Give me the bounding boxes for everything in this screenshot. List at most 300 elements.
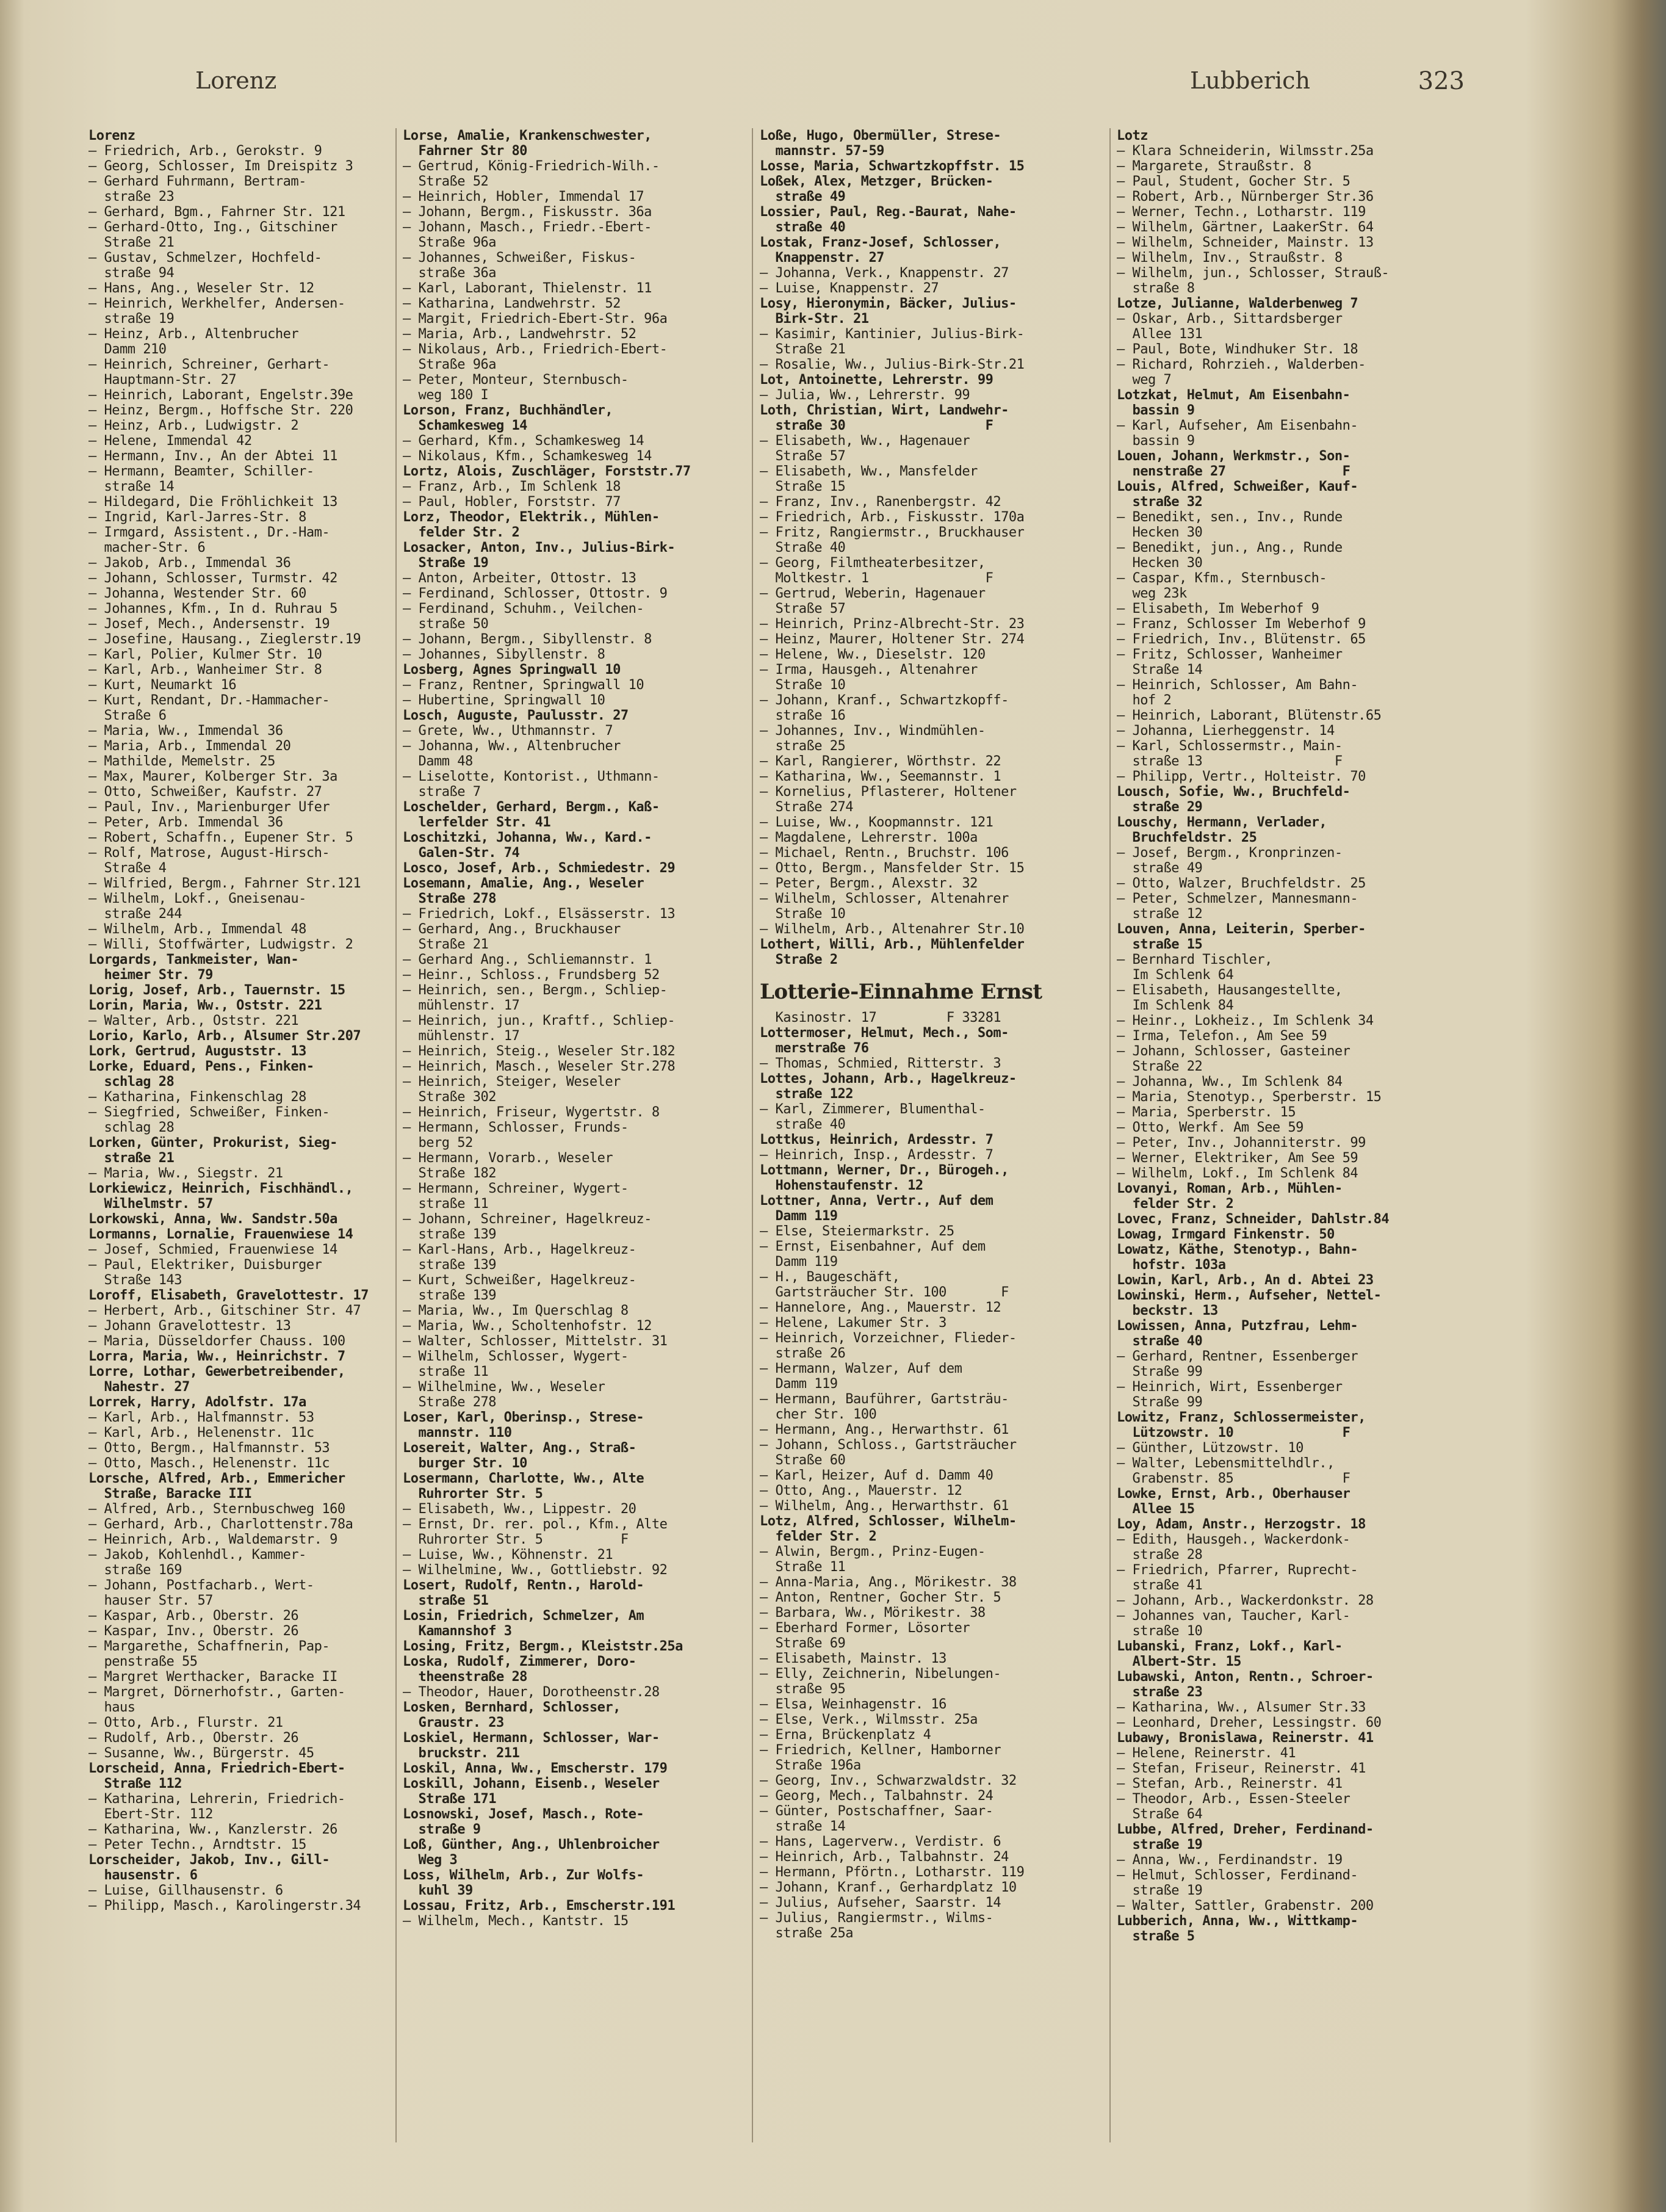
directory-entry: — Paul, Inv., Marienburger Ufer [88, 800, 330, 815]
directory-entry: — Barbara, Ww., Mörikestr. 38 [760, 1605, 986, 1621]
directory-entry: Lorson, Franz, Buchhändler, Schamkesweg 14 [403, 403, 613, 433]
directory-entry: — Peter, Schmelzer, Mannesmann- straße 12 [1117, 891, 1358, 922]
directory-entry: — Anton, Arbeiter, Ottostr. 13 [403, 571, 636, 586]
directory-entry: Lowag, Irmgard Finkenstr. 50 [1117, 1227, 1335, 1242]
directory-entry: — Johanna, Westender Str. 60 [88, 586, 306, 601]
directory-entry: — Johannes van, Taucher, Karl- straße 10 [1117, 1608, 1350, 1639]
directory-entry: — Johanna, Verk., Knappenstr. 27 [760, 266, 1009, 281]
directory-entry: Lottes, Johann, Arb., Hagelkreuz- straße 122 [760, 1071, 1017, 1102]
directory-entry: Lousch, Sofie, Ww., Bruchfeld- straße 29 [1117, 784, 1350, 815]
directory-entry: — Philipp, Masch., Karolingerstr.34 [88, 1898, 361, 1914]
directory-entry: — Peter, Inv., Johanniterstr. 99 [1117, 1135, 1366, 1151]
directory-entry: — Irmgard, Assistent., Dr.-Ham- macher-Str. 6 [88, 525, 330, 555]
directory-entry: Loßek, Alex, Metzger, Brücken- straße 49 [760, 174, 993, 204]
directory-entry: — Paul, Hobler, Forststr. 77 [403, 494, 621, 510]
header-first-name: Lorenz [195, 67, 277, 94]
directory-entry: — Nikolaus, Kfm., Schamkesweg 14 [403, 449, 652, 464]
directory-entry: — Elisabeth, Mainstr. 13 [760, 1651, 947, 1666]
directory-entry: — Heinrich, Laborant, Blütenstr.65 [1117, 708, 1382, 723]
directory-entry: — Wilhelm, Schneider, Mainstr. 13 [1117, 235, 1374, 250]
directory-entry: — Benedikt, jun., Ang., Runde Hecken 30 [1117, 540, 1343, 571]
directory-entry: Lossau, Fritz, Arb., Emscherstr.191 [403, 1898, 676, 1914]
directory-entry: Lorenz [88, 128, 135, 143]
directory-entry: — Margit, Friedrich-Ebert-Str. 96a [403, 311, 668, 327]
directory-entry: — Hannelore, Ang., Mauerstr. 12 [760, 1300, 1001, 1315]
directory-entry: Lowinski, Herm., Aufseher, Nettel- beckstr. 13 [1117, 1288, 1382, 1318]
directory-entry: — Heinz, Arb., Ludwigstr. 2 [88, 418, 299, 433]
directory-entry: — Josef, Bergm., Kronprinzen- straße 49 [1117, 845, 1343, 876]
directory-entry: — Johann, Schlosser, Turmstr. 42 [88, 571, 337, 586]
directory-entry: Lowke, Ernst, Arb., Oberhauser Allee 15 [1117, 1486, 1350, 1517]
directory-entry: — Ferdinand, Schlosser, Ottostr. 9 [403, 586, 668, 601]
directory-entry: — Johannes, Schweißer, Fiskus- straße 36a [403, 250, 636, 281]
directory-entry: — Heinr., Schloss., Frundsberg 52 [403, 967, 660, 983]
directory-entry: — Gerhard, Kfm., Schamkesweg 14 [403, 433, 644, 449]
directory-entry: Lorscheider, Jakob, Inv., Gill- hausenstr. 6 [88, 1852, 330, 1883]
directory-entry: — Heinrich, Schlosser, Am Bahn- hof 2 [1117, 678, 1358, 708]
directory-entry: — Katharina, Ww., Kanzlerstr. 26 [88, 1822, 337, 1837]
directory-entry: Lovanyi, Roman, Arb., Mühlen- felder Str. 2 [1117, 1181, 1343, 1212]
directory-entry: — Jakob, Arb., Immendal 36 [88, 555, 291, 571]
directory-entry: Lubanski, Franz, Lokf., Karl- Albert-Str. 15 [1117, 1639, 1343, 1669]
directory-entry: — Josef, Schmied, Frauenwiese 14 [88, 1242, 337, 1257]
directory-entry: — Friedrich, Kellner, Hamborner Straße 196a [760, 1743, 1001, 1773]
directory-entry: — Johann, Kranf., Schwartzkopff- straße 16 [760, 693, 1009, 723]
directory-entry: — Else, Verk., Wilmsstr. 25a [760, 1712, 978, 1727]
directory-entry: — Karl-Hans, Arb., Hagelkreuz- straße 139 [403, 1242, 636, 1273]
directory-entry: — Bernhard Tischler, Im Schlenk 64 [1117, 952, 1272, 983]
directory-entry: Lowatz, Käthe, Stenotyp., Bahn- hofstr. 103a [1117, 1242, 1358, 1273]
directory-entry: Lorkiewicz, Heinrich, Fischhändl., Wilhelmstr. 57 [88, 1181, 353, 1212]
directory-entry: — Karl, Schlossermstr., Main- straße 13 F [1117, 739, 1343, 769]
directory-entry: — Kurt, Schweißer, Hagelkreuz- straße 139 [403, 1273, 636, 1303]
directory-entry: — Katharina, Finkenschlag 28 [88, 1090, 306, 1105]
directory-entry: — Siegfried, Schweißer, Finken- schlag 28 [88, 1105, 330, 1135]
directory-entry: — Heinrich, Hobler, Immendal 17 [403, 189, 644, 204]
directory-entry: — Wilhelmine, Ww., Weseler Straße 278 [403, 1379, 605, 1410]
directory-entry: Losberg, Agnes Springwall 10 [403, 662, 621, 678]
directory-entry: — Helmut, Schlosser, Ferdinand- straße 19 [1117, 1868, 1358, 1898]
directory-entry: Losereit, Walter, Ang., Straß- burger Str. 10 [403, 1440, 636, 1471]
directory-entry: — Eberhard Former, Lösorter Straße 69 [760, 1621, 970, 1651]
directory-entry: — Johann, Kranf., Gerhardplatz 10 [760, 1880, 1017, 1895]
directory-entry: — Otto, Bergm., Halfmannstr. 53 [88, 1440, 330, 1456]
directory-entry: — Edith, Hausgeh., Wackerdonk- straße 28 [1117, 1532, 1350, 1563]
directory-entry: Lubbe, Alfred, Dreher, Ferdinand- straße 19 [1117, 1822, 1374, 1852]
directory-entry: — Heinrich, Insp., Ardesstr. 7 [760, 1148, 993, 1163]
directory-entry: — Karl, Polier, Kulmer Str. 10 [88, 647, 322, 662]
directory-entry: — Georg, Inv., Schwarzwaldstr. 32 [760, 1773, 1017, 1788]
directory-entry: — Karl, Arb., Wanheimer Str. 8 [88, 662, 322, 678]
directory-entry: — Liselotte, Kontorist., Uthmann- straße 7 [403, 769, 660, 800]
directory-entry: — Elly, Zeichnerin, Nibelungen- straße 95 [760, 1666, 1001, 1697]
directory-entry: — Alfred, Arb., Sternbuschweg 160 [88, 1502, 345, 1517]
directory-entry: — Hermann, Ang., Herwarthstr. 61 [760, 1422, 1009, 1437]
directory-entry: — Paul, Student, Gocher Str. 5 [1117, 174, 1350, 189]
directory-entry: — Wilhelm, Inv., Straußstr. 8 [1117, 250, 1343, 266]
directory-entry: — Helene, Ww., Dieselstr. 120 [760, 647, 986, 662]
directory-entry: — Margarete, Straußstr. 8 [1117, 159, 1311, 174]
directory-entry: Lowitz, Franz, Schlossermeister, Lützowstr. 10 F [1117, 1410, 1366, 1440]
directory-entry: — Luise, Ww., Köhnenstr. 21 [403, 1547, 613, 1563]
directory-entry: — Susanne, Ww., Bürgerstr. 45 [88, 1746, 314, 1761]
directory-entry: Loße, Hugo, Obermüller, Strese- mannstr. 57-59 [760, 128, 1001, 159]
directory-entry: — Margret Werthacker, Baracke II [88, 1669, 337, 1685]
column-divider [752, 128, 753, 2142]
directory-entry: — Heinrich, Steiger, Weseler Straße 302 [403, 1074, 621, 1105]
directory-entry: — Leonhard, Dreher, Lessingstr. 60 [1117, 1715, 1382, 1730]
directory-entry: — Johann Gravelottestr. 13 [88, 1318, 291, 1334]
directory-entry: Lorio, Karlo, Arb., Alsumer Str.207 [88, 1028, 361, 1044]
directory-entry: — Wilhelm, Ang., Herwarthstr. 61 [760, 1498, 1009, 1514]
directory-entry: Lorkowski, Anna, Ww. Sandstr.50a [88, 1212, 337, 1227]
directory-entry: — Johann, Bergm., Sibyllenstr. 8 [403, 632, 652, 647]
directory-entry: — Maria, Ww., Scholtenhofstr. 12 [403, 1318, 652, 1334]
directory-entry: — Otto, Masch., Helenenstr. 11c [88, 1456, 330, 1471]
directory-entry: Lubberich, Anna, Ww., Wittkamp- straße 5 [1117, 1914, 1358, 1944]
directory-entry: Losin, Friedrich, Schmelzer, Am Kamannshof 3 [403, 1608, 644, 1639]
directory-entry: Loschitzki, Johanna, Ww., Kard.- Galen-Str. 74 [403, 830, 652, 861]
directory-entry: — Johanna, Lierheggenstr. 14 [1117, 723, 1335, 739]
directory-entry: — Paul, Elektriker, Duisburger Straße 143 [88, 1257, 322, 1288]
directory-entry: — Heinr., Lokheiz., Im Schlenk 34 [1117, 1013, 1374, 1028]
directory-entry: Lorgards, Tankmeister, Wan- heimer Str. 79 [88, 952, 299, 983]
directory-entry: — Michael, Rentn., Bruchstr. 106 [760, 845, 1009, 861]
directory-entry: — Elisabeth, Hausangestellte, Im Schlenk 84 [1117, 983, 1343, 1013]
directory-entry: — H., Baugeschäft, Gartsträucher Str. 100 F [760, 1270, 1009, 1300]
column-3 [760, 128, 1095, 2173]
directory-entry: Lorrek, Harry, Adolfstr. 17a [88, 1395, 306, 1410]
directory-entry: — Wilhelm, Mech., Kantstr. 15 [403, 1914, 629, 1929]
directory-entry: — Heinrich, Friseur, Wygertstr. 8 [403, 1105, 660, 1120]
directory-entry: — Johanna, Ww., Im Schlenk 84 [1117, 1074, 1343, 1090]
directory-entry: — Caspar, Kfm., Sternbusch- weg 23k [1117, 571, 1327, 601]
directory-entry: — Johannes, Inv., Windmühlen- straße 25 [760, 723, 986, 754]
directory-entry: Lotze, Julianne, Walderbenweg 7 [1117, 296, 1358, 311]
directory-entry: — Julia, Ww., Lehrerstr. 99 [760, 388, 970, 403]
directory-entry: Lossier, Paul, Reg.-Baurat, Nahe- straße 40 [760, 204, 1017, 235]
directory-entry: — Gerhard-Otto, Ing., Gitschiner Straße 21 [88, 220, 337, 250]
directory-entry: Losch, Auguste, Paulusstr. 27 [403, 708, 629, 723]
directory-entry: — Katharina, Ww., Seemannstr. 1 [760, 769, 1001, 784]
directory-entry: — Richard, Rohrzieh., Walderben- weg 7 [1117, 357, 1366, 388]
directory-entry: — Peter, Monteur, Sternbusch- weg 180 I [403, 372, 629, 403]
directory-entry: — Gerhard, Arb., Charlottenstr.78a [88, 1517, 353, 1532]
column-divider [1109, 128, 1111, 2142]
directory-entry: Lottermoser, Helmut, Mech., Som- merstraße 76 [760, 1025, 1009, 1056]
directory-entry: — Paul, Bote, Windhuker Str. 18 [1117, 342, 1358, 357]
directory-entry: — Wilhelm, Lokf., Gneisenau- straße 244 [88, 891, 306, 922]
directory-entry: — Irma, Hausgeh., Altenahrer Straße 10 [760, 662, 978, 693]
directory-entry: — Stefan, Friseur, Reinerstr. 41 [1117, 1761, 1366, 1776]
directory-entry: — Else, Steiermarkstr. 25 [760, 1224, 954, 1239]
directory-entry: — Hermann, Vorarb., Weseler Straße 182 [403, 1151, 613, 1181]
directory-entry: — Georg, Mech., Talbahnstr. 24 [760, 1788, 993, 1804]
directory-entry: Louschy, Hermann, Verlader, Bruchfeldstr. 25 [1117, 815, 1327, 845]
directory-entry: Lottner, Anna, Vertr., Auf dem Damm 119 [760, 1193, 993, 1224]
directory-entry: Lotz, Alfred, Schlosser, Wilhelm- felder Str. 2 [760, 1514, 1017, 1544]
directory-entry: Lorken, Günter, Prokurist, Sieg- straße 21 [88, 1135, 337, 1166]
directory-entry: — Hermann, Inv., An der Abtei 11 [88, 449, 337, 464]
directory-entry: Lorz, Theodor, Elektrik., Mühlen- felder Str. 2 [403, 510, 660, 540]
directory-entry: — Gerhard, Ang., Bruckhauser Straße 21 [403, 922, 621, 952]
directory-entry: Loß, Günther, Ang., Uhlenbroicher Weg 3 [403, 1837, 660, 1868]
directory-entry: — Johann, Arb., Wackerdonkstr. 28 [1117, 1593, 1374, 1608]
directory-entry: — Wilhelm, Lokf., Im Schlenk 84 [1117, 1166, 1358, 1181]
directory-entry: Lotterie-Einnahme Ernst [760, 980, 1042, 1004]
directory-entry: — Hermann, Bauführer, Gartsträu- cher Str. 100 [760, 1392, 1009, 1422]
directory-entry: — Rudolf, Arb., Oberstr. 26 [88, 1730, 299, 1746]
directory-entry: — Johanna, Ww., Altenbrucher Damm 48 [403, 739, 621, 769]
directory-entry: — Ernst, Eisenbahner, Auf dem Damm 119 [760, 1239, 986, 1270]
directory-entry: — Elisabeth, Ww., Hagenauer Straße 57 [760, 433, 970, 464]
directory-entry: Losermann, Charlotte, Ww., Alte Ruhrorter Str. 5 [403, 1471, 644, 1502]
directory-entry: — Luise, Knappenstr. 27 [760, 281, 939, 296]
directory-entry: — Mathilde, Memelstr. 25 [88, 754, 275, 769]
directory-entry: — Walter, Schlosser, Mittelstr. 31 [403, 1334, 668, 1349]
directory-entry: — Maria, Ww., Im Querschlag 8 [403, 1303, 629, 1318]
directory-entry: Lot, Antoinette, Lehrerstr. 99 [760, 372, 993, 388]
directory-entry: — Ferdinand, Schuhm., Veilchen- straße 50 [403, 601, 644, 632]
directory-entry: — Katharina, Landwehrstr. 52 [403, 296, 621, 311]
directory-entry: — Heinz, Arb., Altenbrucher Damm 210 [88, 327, 299, 357]
directory-entry: — Wilhelm, jun., Schlosser, Strauß- straße 8 [1117, 266, 1390, 296]
directory-entry: — Karl, Arb., Helenenstr. 11c [88, 1425, 314, 1440]
directory-entry: — Heinrich, Arb., Waldemarstr. 9 [88, 1532, 337, 1547]
directory-entry: Lottmann, Werner, Dr., Bürogeh., Hohenstaufenstr. 12 [760, 1163, 1009, 1193]
directory-entry: Lorra, Maria, Ww., Heinrichstr. 7 [88, 1349, 345, 1364]
directory-entry: Losert, Rudolf, Rentn., Harold- straße 51 [403, 1578, 644, 1608]
directory-entry: — Kasimir, Kantinier, Julius-Birk- Straße 21 [760, 327, 1025, 357]
directory-entry: Lorig, Josef, Arb., Tauernstr. 15 [88, 983, 345, 998]
directory-entry: Lostak, Franz-Josef, Schlosser, Knappenstr. 27 [760, 235, 1001, 266]
directory-entry: — Otto, Ang., Mauerstr. 12 [760, 1483, 962, 1498]
directory-entry: Losy, Hieronymin, Bäcker, Julius- Birk-Str. 21 [760, 296, 1017, 327]
directory-entry: — Gustav, Schmelzer, Hochfeld- straße 94 [88, 250, 322, 281]
directory-entry: — Julius, Aufseher, Saarstr. 14 [760, 1895, 1001, 1910]
directory-entry: — Johann, Schreiner, Hagelkreuz- straße 139 [403, 1212, 652, 1242]
directory-entry: — Johann, Schloss., Gartsträucher Straße 60 [760, 1437, 1017, 1468]
directory-entry: — Irma, Telefon., Am See 59 [1117, 1028, 1327, 1044]
directory-entry: — Stefan, Arb., Reinerstr. 41 [1117, 1776, 1343, 1791]
directory-entry: — Gerhard, Rentner, Essenberger Straße 99 [1117, 1349, 1358, 1379]
directory-entry: Lowissen, Anna, Putzfrau, Lehm- straße 40 [1117, 1318, 1358, 1349]
directory-entry: — Heinz, Bergm., Hoffsche Str. 220 [88, 403, 353, 418]
directory-entry: — Franz, Schlosser Im Weberhof 9 [1117, 616, 1366, 632]
directory-entry: — Philipp, Vertr., Holteistr. 70 [1117, 769, 1366, 784]
page-number: 323 [1418, 67, 1465, 95]
directory-entry: — Fritz, Rangiermstr., Bruckhauser Straße 40 [760, 525, 1025, 555]
directory-entry: Loschelder, Gerhard, Bergm., Kaß- lerfelder Str. 41 [403, 800, 660, 830]
directory-entry: — Franz, Rentner, Springwall 10 [403, 678, 644, 693]
directory-entry: — Karl, Laborant, Thielenstr. 11 [403, 281, 652, 296]
directory-entry: — Hermann, Pförtn., Lotharstr. 119 [760, 1865, 1025, 1880]
directory-entry: — Klara Schneiderin, Wilmsstr.25a [1117, 143, 1374, 159]
directory-entry: — Peter Techn., Arndtstr. 15 [88, 1837, 306, 1852]
directory-entry: — Georg, Schlosser, Im Dreispitz 3 [88, 159, 353, 174]
directory-entry: — Josef, Mech., Andersenstr. 19 [88, 616, 330, 632]
directory-entry: — Kurt, Neumarkt 16 [88, 678, 237, 693]
directory-entry: — Werner, Elektriker, Am See 59 [1117, 1151, 1358, 1166]
directory-entry: — Heinrich, Laborant, Engelstr.39e [88, 388, 353, 403]
directory-entry: — Otto, Bergm., Mansfelder Str. 15 [760, 861, 1025, 876]
directory-entry: — Ernst, Dr. rer. pol., Kfm., Alte Ruhrorter Str. 5 F [403, 1517, 668, 1547]
directory-entry: — Peter, Bergm., Alexstr. 32 [760, 876, 978, 891]
directory-entry: Lorscheid, Anna, Friedrich-Ebert- Straße 112 [88, 1761, 345, 1791]
directory-entry: — Kurt, Rendant, Dr.-Hammacher- Straße 6 [88, 693, 330, 723]
directory-entry: — Friedrich, Arb., Gerokstr. 9 [88, 143, 322, 159]
directory-entry: — Helene, Reinerstr. 41 [1117, 1746, 1296, 1761]
directory-entry: Loroff, Elisabeth, Gravelottestr. 17 [88, 1288, 369, 1303]
directory-entry: — Elisabeth, Im Weberhof 9 [1117, 601, 1319, 616]
directory-entry: — Wilhelm, Schlosser, Wygert- straße 11 [403, 1349, 629, 1379]
directory-entry: Loy, Adam, Anstr., Herzogstr. 18 [1117, 1517, 1366, 1532]
directory-entry: — Gerhard Ang., Schliemannstr. 1 [403, 952, 652, 967]
directory-entry: — Hildegard, Die Fröhlichkeit 13 [88, 494, 337, 510]
directory-entry: — Johann, Postfacharb., Wert- hauser Str. 57 [88, 1578, 314, 1608]
directory-entry: — Anna-Maria, Ang., Mörikestr. 38 [760, 1575, 1017, 1590]
directory-entry: — Grete, Ww., Uthmannstr. 7 [403, 723, 613, 739]
directory-entry: — Friedrich, Arb., Fiskusstr. 170a [760, 510, 1025, 525]
directory-entry: — Heinrich, jun., Kraftf., Schliep- mühlenstr. 17 [403, 1013, 676, 1044]
directory-entry: — Franz, Arb., Im Schlenk 18 [403, 479, 621, 494]
directory-entry: — Wilhelm, Gärtner, LaakerStr. 64 [1117, 220, 1374, 235]
directory-entry: — Helene, Lakumer Str. 3 [760, 1315, 947, 1331]
directory-entry: — Johannes, Kfm., In d. Ruhrau 5 [88, 601, 337, 616]
directory-entry: — Otto, Werkf. Am See 59 [1117, 1120, 1304, 1135]
directory-entry: — Anton, Rentner, Gocher Str. 5 [760, 1590, 1001, 1605]
directory-entry: Lorke, Eduard, Pens., Finken- schlag 28 [88, 1059, 314, 1090]
directory-entry: — Gertrud, König-Friedrich-Wilh.- Straße 52 [403, 159, 660, 189]
directory-entry: Loth, Christian, Wirt, Landwehr- straße 30 F [760, 403, 1009, 433]
page-header [195, 61, 1465, 104]
directory-entry: — Hubertine, Springwall 10 [403, 693, 605, 708]
directory-entry: Lubawy, Bronislawa, Reinerstr. 41 [1117, 1730, 1374, 1746]
directory-entry: — Karl, Heizer, Auf d. Damm 40 [760, 1468, 993, 1483]
directory-entry: — Friedrich, Inv., Blütenstr. 65 [1117, 632, 1366, 647]
directory-entry: Kasinostr. 17 F 33281 [760, 1010, 1001, 1025]
directory-entry: — Maria, Ww., Siegstr. 21 [88, 1166, 283, 1181]
directory-entry: — Maria, Arb., Landwehrstr. 52 [403, 327, 636, 342]
directory-entry: Lorsche, Alfred, Arb., Emmericher Straße, Baracke III [88, 1471, 345, 1502]
directory-entry: — Otto, Walzer, Bruchfeldstr. 25 [1117, 876, 1366, 891]
directory-entry: — Nikolaus, Arb., Friedrich-Ebert- Straße 96a [403, 342, 668, 372]
directory-entry: — Margret, Dörnerhofstr., Garten- haus [88, 1685, 345, 1715]
directory-entry: — Theodor, Hauer, Dorotheenstr.28 [403, 1685, 660, 1700]
directory-entry: Loser, Karl, Oberinsp., Strese- mannstr. 110 [403, 1410, 644, 1440]
directory-entry: — Gertrud, Weberin, Hagenauer Straße 57 [760, 586, 986, 616]
directory-entry: — Gerhard, Bgm., Fahrner Str. 121 [88, 204, 345, 220]
directory-entry: — Heinrich, Vorzeichner, Flieder- straße 26 [760, 1331, 1017, 1361]
column-1 [88, 128, 424, 2173]
directory-entry: Lortz, Alois, Zuschläger, Forststr.77 [403, 464, 691, 479]
directory-entry: — Johann, Schlosser, Gasteiner Straße 22 [1117, 1044, 1350, 1074]
directory-entry: — Johann, Bergm., Fiskusstr. 36a [403, 204, 652, 220]
directory-entry: Lormanns, Lornalie, Frauenwiese 14 [88, 1227, 353, 1242]
directory-entry: Loskill, Johann, Eisenb., Weseler Straße 171 [403, 1776, 660, 1807]
directory-entry: Lubawski, Anton, Rentn., Schroer- straße 23 [1117, 1669, 1374, 1700]
directory-entry: Loskil, Anna, Ww., Emscherstr. 179 [403, 1761, 668, 1776]
directory-entry: — Fritz, Schlosser, Wanheimer Straße 14 [1117, 647, 1343, 678]
directory-entry: — Wilfried, Bergm., Fahrner Str.121 [88, 876, 361, 891]
directory-entry: Lotz [1117, 128, 1148, 143]
directory-entry: Losnowski, Josef, Masch., Rote- straße 9 [403, 1807, 644, 1837]
directory-entry: — Magdalene, Lehrerstr. 100a [760, 830, 978, 845]
directory-entry: — Heinrich, Prinz-Albrecht-Str. 23 [760, 616, 1025, 632]
directory-entry: — Hermann, Schlosser, Frunds- berg 52 [403, 1120, 629, 1151]
directory-entry: — Peter, Arb. Immendal 36 [88, 815, 283, 830]
directory-entry: Lorin, Maria, Ww., Oststr. 221 [88, 998, 322, 1013]
directory-entry: — Robert, Schaffn., Eupener Str. 5 [88, 830, 353, 845]
directory-entry: — Heinrich, Wirt, Essenberger Straße 99 [1117, 1379, 1343, 1410]
directory-entry: Lotzkat, Helmut, Am Eisenbahn- bassin 9 [1117, 388, 1350, 418]
directory-entry: Lorre, Lothar, Gewerbetreibender, Nahestr. 27 [88, 1364, 345, 1395]
directory-entry: — Theodor, Arb., Essen-Steeler Straße 64 [1117, 1791, 1350, 1822]
directory-entry: Losacker, Anton, Inv., Julius-Birk- Straße 19 [403, 540, 676, 571]
directory-entry: — Maria, Ww., Immendal 36 [88, 723, 283, 739]
directory-entry: — Heinz, Maurer, Holtener Str. 274 [760, 632, 1025, 647]
directory-entry: — Gerhard Fuhrmann, Bertram- straße 23 [88, 174, 306, 204]
directory-entry: — Wilhelmine, Ww., Gottliebstr. 92 [403, 1563, 668, 1578]
directory-entry: — Johann, Masch., Friedr.-Ebert- Straße 96a [403, 220, 652, 250]
directory-entry: — Karl, Zimmerer, Blumenthal- straße 40 [760, 1102, 986, 1132]
directory-entry: — Friedrich, Pfarrer, Ruprecht- straße 41 [1117, 1563, 1358, 1593]
directory-entry: — Willi, Stoffwärter, Ludwigstr. 2 [88, 937, 353, 952]
directory-entry: — Oskar, Arb., Sittardsberger Allee 131 [1117, 311, 1343, 342]
directory-entry: Losco, Josef, Arb., Schmiedestr. 29 [403, 861, 676, 876]
directory-entry: — Maria, Stenotyp., Sperberstr. 15 [1117, 1090, 1382, 1105]
directory-entry: — Karl, Rangierer, Wörthstr. 22 [760, 754, 1001, 769]
directory-entry: Losing, Fritz, Bergm., Kleiststr.25a [403, 1639, 683, 1654]
directory-entry: — Werner, Techn., Lotharstr. 119 [1117, 204, 1366, 220]
directory-entry: — Erna, Brückenplatz 4 [760, 1727, 931, 1743]
directory-entry: — Karl, Aufseher, Am Eisenbahn- bassin 9 [1117, 418, 1358, 449]
directory-entry: Lork, Gertrud, Auguststr. 13 [88, 1044, 306, 1059]
directory-entry: — Wilhelm, Arb., Immendal 48 [88, 922, 306, 937]
directory-entry: — Hans, Lagerverw., Verdistr. 6 [760, 1834, 1001, 1849]
directory-entry: Loss, Wilhelm, Arb., Zur Wolfs- kuhl 39 [403, 1868, 644, 1898]
directory-entry: — Max, Maurer, Kolberger Str. 3a [88, 769, 337, 784]
directory-entry: Losemann, Amalie, Ang., Weseler Straße 278 [403, 876, 644, 906]
directory-entry: — Rolf, Matrose, August-Hirsch- Straße 4 [88, 845, 330, 876]
directory-entry: — Otto, Schweißer, Kaufstr. 27 [88, 784, 322, 800]
directory-entry: Louven, Anna, Leiterin, Sperber- straße 15 [1117, 922, 1366, 952]
directory-entry: — Helene, Immendal 42 [88, 433, 252, 449]
directory-entry: — Günter, Postschaffner, Saar- straße 14 [760, 1804, 993, 1834]
directory-entry: — Franz, Inv., Ranenbergstr. 42 [760, 494, 1001, 510]
directory-entry: — Luise, Ww., Koopmannstr. 121 [760, 815, 993, 830]
directory-entry: — Heinrich, sen., Bergm., Schliep- mühlenstr. 17 [403, 983, 668, 1013]
directory-entry: — Maria, Düsseldorfer Chauss. 100 [88, 1334, 345, 1349]
directory-entry: — Heinrich, Masch., Weseler Str.278 [403, 1059, 676, 1074]
directory-entry: — Heinrich, Arb., Talbahnstr. 24 [760, 1849, 1009, 1865]
directory-entry: — Julius, Rangiermstr., Wilms- straße 25a [760, 1910, 993, 1941]
directory-entry: — Margarethe, Schaffnerin, Pap- penstraße 55 [88, 1639, 330, 1669]
directory-entry: — Günther, Lützowstr. 10 [1117, 1440, 1304, 1456]
directory-entry: — Katharina, Ww., Alsumer Str.33 [1117, 1700, 1366, 1715]
directory-entry: Lorse, Amalie, Krankenschwester, Fahrner Str 80 [403, 128, 652, 159]
directory-entry: — Kaspar, Inv., Oberstr. 26 [88, 1624, 299, 1639]
directory-entry: — Ingrid, Karl-Jarres-Str. 8 [88, 510, 306, 525]
directory-entry: — Elisabeth, Ww., Mansfelder Straße 15 [760, 464, 978, 494]
directory-entry: — Walter, Lebensmittelhdlr., Grabenstr. 85 F [1117, 1456, 1350, 1486]
directory-entry: — Walter, Arb., Oststr. 221 [88, 1013, 299, 1028]
directory-entry: — Friedrich, Lokf., Elsässerstr. 13 [403, 906, 676, 922]
directory-entry: — Hans, Ang., Weseler Str. 12 [88, 281, 314, 296]
directory-entry: — Robert, Arb., Nürnberger Str.36 [1117, 189, 1374, 204]
directory-entry: Lowin, Karl, Arb., An d. Abtei 23 [1117, 1273, 1374, 1288]
directory-entry: Lothert, Willi, Arb., Mühlenfelder Straße 2 [760, 937, 1025, 967]
